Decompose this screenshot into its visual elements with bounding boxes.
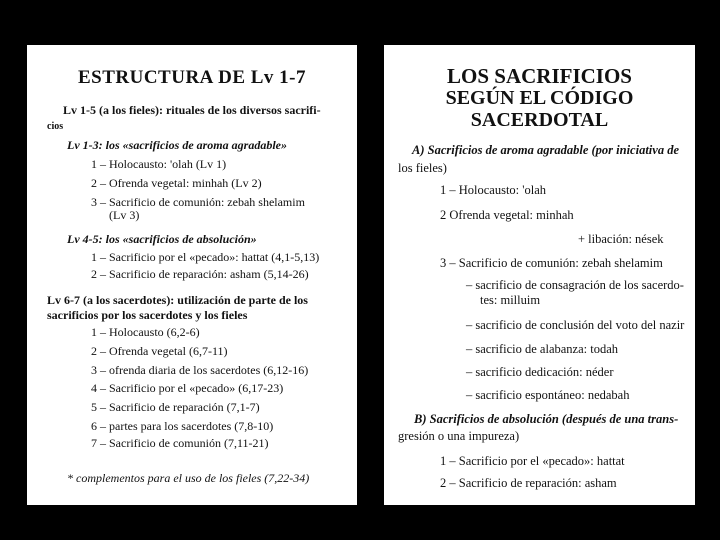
left-title: ESTRUCTURA DE Lv 1-7 [77, 67, 306, 88]
right-line: gresión o una impureza) [398, 429, 520, 443]
right-line: – sacrificio de conclusión del voto del nazir [466, 318, 685, 332]
left-page [27, 45, 357, 505]
left-line: 1 – Holocausto: 'olah (Lv 1) [91, 157, 227, 171]
left-line: 7 – Sacrificio de comunión (7,11-21) [91, 436, 269, 450]
left-line: Lv 6-7 (a los sacerdotes): utilización de parte de los [47, 293, 308, 307]
right-line: B) Sacrificios de absolución (después de una trans- [414, 412, 679, 426]
right-line: A) Sacrificios de aroma agradable (por iniciativa de [412, 143, 679, 157]
right-title-line2: SEGÚN EL CÓDIGO SACERDOTAL [445, 87, 634, 131]
right-line: tes: milluim [480, 293, 541, 307]
right-line: los fieles) [398, 161, 447, 175]
right-page [384, 45, 695, 505]
right-line: – sacrificio de alabanza: todah [466, 342, 619, 356]
left-line: 3 – ofrenda diaria de los sacerdotes (6,12-16) [91, 363, 309, 377]
left-line: * complementos para el uso de los fieles (7,22-34) [67, 471, 310, 485]
right-line: 1 – Holocausto: 'olah [440, 183, 547, 197]
left-line: 2 – Sacrificio de reparación: asham (5,14-26) [91, 267, 309, 281]
left-line: 1 – Sacrificio por el «pecado»: hattat (4,1-5,13) [91, 250, 320, 264]
right-line: 2 – Sacrificio de reparación: asham [440, 476, 617, 490]
right-line: – sacrificio espontáneo: nedabah [466, 388, 630, 402]
left-line: 2 – Ofrenda vegetal: minhah (Lv 2) [91, 176, 262, 190]
left-line: Lv 1-5 (a los fieles): rituales de los diversos sacrifi- [63, 103, 321, 117]
right-line: 1 – Sacrificio por el «pecado»: hattat [440, 454, 625, 468]
right-line: 3 – Sacrificio de comunión: zebah shelamim [440, 256, 663, 270]
left-line: 5 – Sacrificio de reparación (7,1-7) [91, 400, 260, 414]
right-line: – sacrificio de consagración de los sacerdo- [466, 278, 684, 292]
left-line: 6 – partes para los sacerdotes (7,8-10) [91, 419, 274, 433]
left-line: sacrificios por los sacerdotes y los fieles [47, 308, 248, 322]
left-line: 1 – Holocausto (6,2-6) [91, 325, 200, 339]
left-line: cios [47, 121, 64, 132]
left-line: Lv 1-3: los «sacrificios de aroma agradable» [67, 138, 287, 152]
right-line: + libación: nések [578, 232, 664, 246]
left-line: 3 – Sacrificio de comunión: zebah shelamim [91, 195, 305, 209]
right-title-line1: LOS SACRIFICIOS [447, 64, 632, 88]
left-line: (Lv 3) [109, 208, 140, 222]
left-line: Lv 4-5: los «sacrificios de absolución» [67, 232, 257, 246]
right-line: – sacrificio dedicación: néder [466, 365, 614, 379]
left-line: 2 – Ofrenda vegetal (6,7-11) [91, 344, 228, 358]
left-line: 4 – Sacrificio por el «pecado» (6,17-23) [91, 381, 284, 395]
right-line: 2 Ofrenda vegetal: minhah [440, 208, 574, 222]
